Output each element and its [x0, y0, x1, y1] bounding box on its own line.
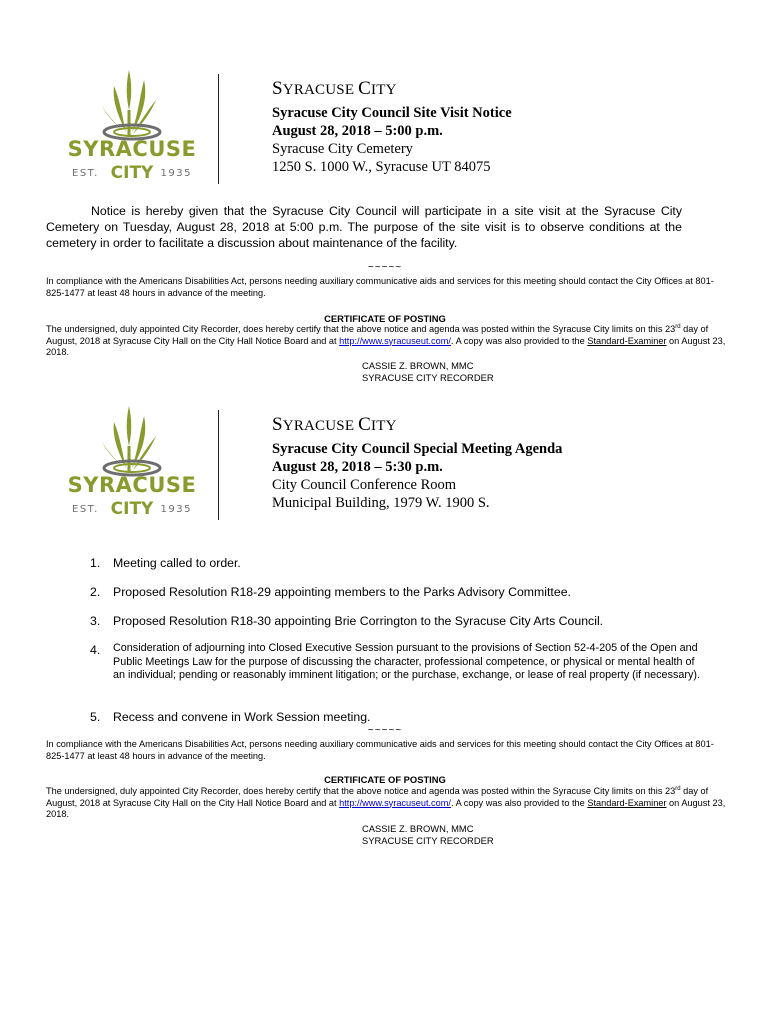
notice1-address: 1250 S. 1000 W., Syracuse UT 84075: [272, 159, 491, 175]
header-divider: [218, 74, 219, 184]
syracuse-city-logo: [62, 66, 202, 184]
logo-word-city: CITY: [110, 163, 154, 183]
certificate-text: The undersigned, duly appointed City Recorder, does hereby certify that the above notice and agenda was posted within the Syracuse City limits on this 23rd day of August, 2018 at Syracuse City Hall on the City Hall Notice Board and at http://www.syracuseut.com/. A copy was also provided to the Standard-Examiner on August 23, 2018.: [46, 323, 726, 357]
certificate-title: CERTIFICATE OF POSTING: [324, 313, 446, 324]
city-heading: SYRACUSE CITY: [272, 78, 397, 99]
notice1-title: Syracuse City Council Site Visit Notice: [272, 105, 512, 121]
syracuse-city-logo-2: [62, 402, 202, 520]
ada-compliance: In compliance with the Americans Disabilities Act, persons needing auxiliary communicative aids and services for this meeting should contact the City Offices at 801-825-1477 at least 48 hours in advance of the meeting.: [46, 276, 714, 298]
logo-year: 1935: [160, 504, 192, 515]
logo-word-city: CITY: [110, 499, 154, 519]
signer-role: SYRACUSE CITY RECORDER: [362, 372, 494, 383]
signer-role-2: SYRACUSE CITY RECORDER: [362, 835, 494, 846]
ada-compliance-2: In compliance with the Americans Disabilities Act, persons needing auxiliary communicative aids and services for this meeting should contact the City Offices at 801-825-1477 at least 48 hours in advance of the meeting.: [46, 739, 714, 761]
logo-year: 1935: [160, 168, 192, 179]
logo-est: EST.: [72, 504, 99, 515]
separator: ~~~~~: [367, 262, 403, 273]
signer: CASSIE Z. BROWN, MMC: [362, 360, 474, 371]
city-heading: SYRACUSE CITY: [272, 414, 397, 435]
logo-est: EST.: [72, 168, 99, 179]
certificate-text-2: The undersigned, duly appointed City Recorder, does hereby certify that the above notice and agenda was posted within the Syracuse City limits on this 23rd day of August, 2018 at Syracuse City Hall on the City Hall Notice Board and at http://www.syracuseut.com/. A copy was also provided to the Standard-Examiner on August 23, 2018.: [46, 785, 726, 819]
logo-word-syracuse: SYRACUSE: [67, 473, 197, 497]
notice1-body: Notice is hereby given that the Syracuse City Council will participate in a site visit at the Syracuse City Cemetery on Tuesday, August 28, 2018 at 5:00 p.m. The purpose of the site visit is to observe conditions at the cemetery in order to facilitate a discussion about maintenance of the facility.: [46, 204, 682, 250]
notice2-header: [272, 414, 562, 512]
notice2-location: City Council Conference Room: [272, 477, 457, 493]
notice2-title: Syracuse City Council Special Meeting Agenda: [272, 441, 563, 457]
notice1-location: Syracuse City Cemetery: [272, 141, 413, 157]
notice2-date: August 28, 2018 – 5:30 p.m.: [272, 459, 443, 475]
notice2-address: Municipal Building, 1979 W. 1900 S.: [272, 495, 490, 511]
logo-word-syracuse: SYRACUSE: [67, 137, 197, 161]
notice1-header: [272, 78, 512, 176]
header-divider-2: [218, 410, 219, 520]
certificate-title-2: CERTIFICATE OF POSTING: [324, 774, 446, 785]
syracuseut-link[interactable]: http://www.syracuseut.com/: [339, 797, 451, 808]
standard-examiner: Standard-Examiner: [587, 335, 667, 346]
notice1-date: August 28, 2018 – 5:00 p.m.: [272, 123, 443, 139]
separator-2: ~~~~~: [367, 725, 403, 736]
standard-examiner: Standard-Examiner: [587, 797, 667, 808]
syracuseut-link[interactable]: http://www.syracuseut.com/: [339, 335, 451, 346]
signer-2: CASSIE Z. BROWN, MMC: [362, 823, 474, 834]
